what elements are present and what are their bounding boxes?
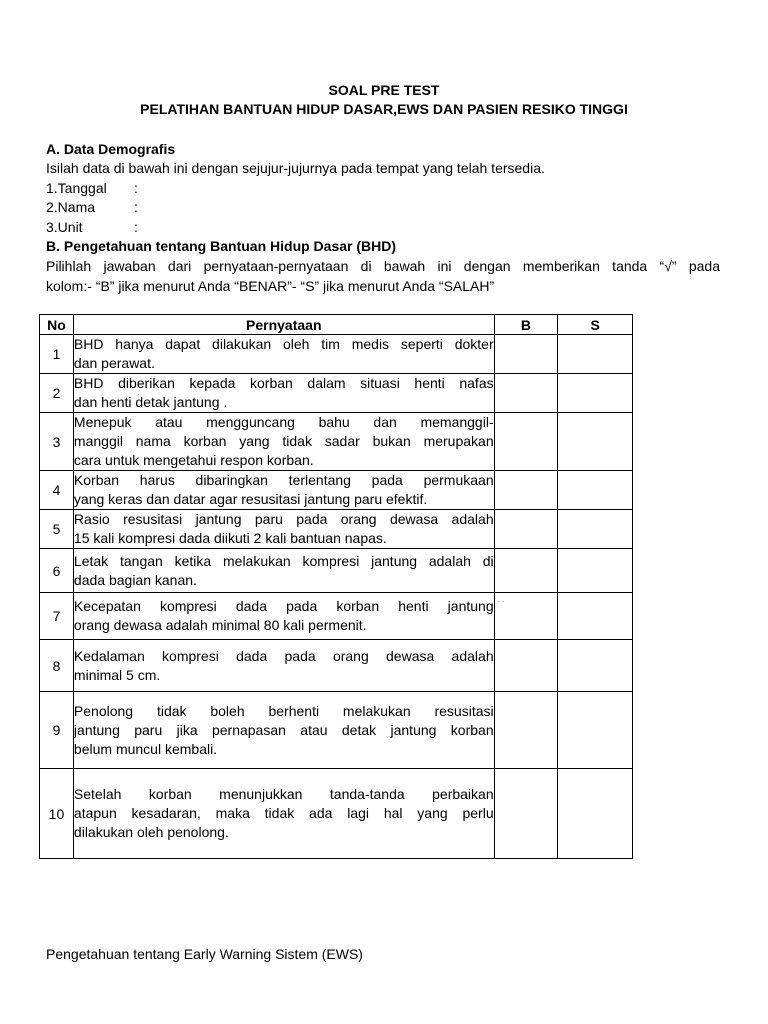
statement-line: manggil nama korban yang tidak sadar bukan merupakan bbox=[73, 433, 494, 449]
statement-line: 15 kali kompresi dada diikuti 2 kali bantuan napas. bbox=[73, 530, 387, 546]
statement-cell bbox=[73, 769, 494, 859]
statement-cell bbox=[73, 549, 494, 593]
statement-cell bbox=[73, 510, 494, 549]
section-a-instruction: Isilah data di bawah ini dengan sejujur-jujurnya pada tempat yang telah tersedia. bbox=[46, 160, 545, 176]
answer-cell-b[interactable] bbox=[494, 692, 558, 769]
answer-cell-b[interactable] bbox=[494, 335, 558, 374]
answer-cell-s[interactable] bbox=[558, 510, 633, 549]
answer-cell-s[interactable] bbox=[558, 471, 633, 510]
statement-line: belum muncul kembali. bbox=[73, 740, 218, 757]
statement-cell bbox=[73, 692, 494, 769]
table-row bbox=[40, 769, 633, 859]
table-row bbox=[40, 335, 633, 374]
field-separator: : bbox=[134, 199, 138, 215]
field-tanggal bbox=[46, 179, 138, 197]
table-row bbox=[40, 471, 633, 510]
section-b-heading: B. Pengetahuan tentang Bantuan Hidup Dasar (BHD) bbox=[46, 238, 397, 254]
answer-cell-s[interactable] bbox=[558, 593, 633, 640]
answer-cell-s[interactable] bbox=[558, 549, 633, 593]
statement-line: BHD hanya dapat dilakukan oleh tim medis seperti dokter bbox=[73, 336, 494, 352]
statement-line: cara untuk mengetahui respon korban. bbox=[73, 452, 314, 468]
statement-line: dilakukan oleh penolong. bbox=[73, 824, 229, 840]
field-separator: : bbox=[134, 180, 138, 196]
row-number: 8 bbox=[40, 640, 74, 692]
statement-line: Penolong tidak boleh berhenti melakukan resusitasi bbox=[73, 702, 494, 719]
statement-line: Kecepatan kompresi dada pada korban henti jantung bbox=[73, 598, 494, 614]
field-separator: : bbox=[134, 219, 138, 235]
answer-cell-b[interactable] bbox=[494, 549, 558, 593]
section-b-instruction bbox=[46, 256, 720, 296]
row-number: 10 bbox=[40, 769, 74, 859]
answer-cell-b[interactable] bbox=[494, 640, 558, 692]
field-label: 3.Unit bbox=[46, 219, 83, 235]
table-row bbox=[40, 692, 633, 769]
table-row bbox=[40, 374, 633, 413]
answer-cell-s[interactable] bbox=[558, 640, 633, 692]
header-statement: Pernyataan bbox=[73, 315, 494, 335]
answer-cell-b[interactable] bbox=[494, 471, 558, 510]
statement-line: Menepuk atau mengguncang bahu dan memanggil- bbox=[73, 414, 494, 430]
row-number: 1 bbox=[40, 335, 74, 374]
field-nama bbox=[46, 198, 138, 216]
statement-line: Kedalaman kompresi dada pada orang dewasa adalah bbox=[73, 647, 494, 664]
statement-line: minimal 5 cm. bbox=[73, 666, 161, 683]
row-number: 3 bbox=[40, 413, 74, 471]
statement-line: jantung paru jika pernapasan atau detak jantung korban bbox=[73, 721, 494, 738]
statement-cell bbox=[73, 335, 494, 374]
statement-line: Korban harus dibaringkan terlentang pada permukaan bbox=[73, 472, 494, 488]
answer-cell-s[interactable] bbox=[558, 692, 633, 769]
answer-marks: . . bbox=[497, 595, 505, 604]
answer-cell-b[interactable] bbox=[494, 593, 558, 640]
answer-cell-b[interactable] bbox=[494, 413, 558, 471]
row-number: 6 bbox=[40, 549, 74, 593]
statement-line: yang keras dan datar agar resusitasi jantung paru efektif. bbox=[73, 491, 428, 507]
statement-line: dan henti detak jantung . bbox=[73, 394, 228, 410]
row-number: 5 bbox=[40, 510, 74, 549]
statement-cell bbox=[73, 593, 494, 640]
ews-section-heading: Pengetahuan tentang Early Warning Sistem (EWS) bbox=[46, 946, 363, 962]
answer-cell-b[interactable] bbox=[494, 769, 558, 859]
table-row bbox=[40, 510, 633, 549]
table-row bbox=[40, 640, 633, 692]
answer-cell-b[interactable] bbox=[494, 374, 558, 413]
header-no: No bbox=[40, 315, 74, 335]
row-number: 2 bbox=[40, 374, 74, 413]
statement-line: atapun kesadaran, maka tidak ada lagi hal yang perlu bbox=[73, 805, 494, 821]
answer-cell-s[interactable] bbox=[558, 374, 633, 413]
section-a-heading: A. Data Demografis bbox=[46, 141, 176, 157]
header-b: B bbox=[494, 315, 558, 335]
statement-line: dan perawat. bbox=[73, 355, 155, 371]
statement-line: Rasio resusitasi jantung paru pada orang dewasa adalah bbox=[73, 511, 494, 527]
table-header-row bbox=[40, 315, 633, 335]
statement-cell bbox=[73, 471, 494, 510]
row-number: 4 bbox=[40, 471, 74, 510]
table-row bbox=[40, 593, 633, 640]
statement-cell bbox=[73, 374, 494, 413]
field-unit bbox=[46, 218, 138, 236]
field-label: 2.Nama bbox=[46, 199, 96, 215]
answer-cell-s[interactable] bbox=[558, 335, 633, 374]
instruction-line: kolom:- “B” jika menurut Anda “BENAR”- “S” jika menurut Anda “SALAH” bbox=[46, 278, 495, 294]
answer-cell-b[interactable] bbox=[494, 510, 558, 549]
statement-line: Setelah korban menunjukkan tanda-tanda perbaikan bbox=[73, 786, 494, 802]
statement-line: dada bagian kanan. bbox=[73, 571, 197, 588]
document-title: SOAL PRE TEST bbox=[328, 82, 440, 98]
document-subtitle: PELATIHAN BANTUAN HIDUP DASAR,EWS DAN PASIEN RESIKO TINGGI bbox=[140, 101, 628, 117]
statement-line: BHD diberikan kepada korban dalam situasi henti nafas bbox=[73, 375, 494, 391]
row-number: 9 bbox=[40, 692, 74, 769]
table-row bbox=[40, 413, 633, 471]
header-s: S bbox=[558, 315, 633, 335]
question-table bbox=[39, 314, 633, 859]
statement-line: Letak tangan ketika melakukan kompresi jantung adalah di bbox=[73, 552, 494, 569]
answer-cell-s[interactable] bbox=[558, 769, 633, 859]
row-number: 7 bbox=[40, 593, 74, 640]
table-row bbox=[40, 549, 633, 593]
instruction-line: Pilihlah jawaban dari pernyataan-pernyataan di bawah ini dengan memberikan tanda “√” pada bbox=[46, 258, 720, 274]
field-label: 1.Tanggal bbox=[46, 180, 107, 196]
answer-cell-s[interactable] bbox=[558, 413, 633, 471]
statement-cell bbox=[73, 413, 494, 471]
statement-cell bbox=[73, 640, 494, 692]
statement-line: orang dewasa adalah minimal 80 kali permenit. bbox=[73, 617, 367, 633]
